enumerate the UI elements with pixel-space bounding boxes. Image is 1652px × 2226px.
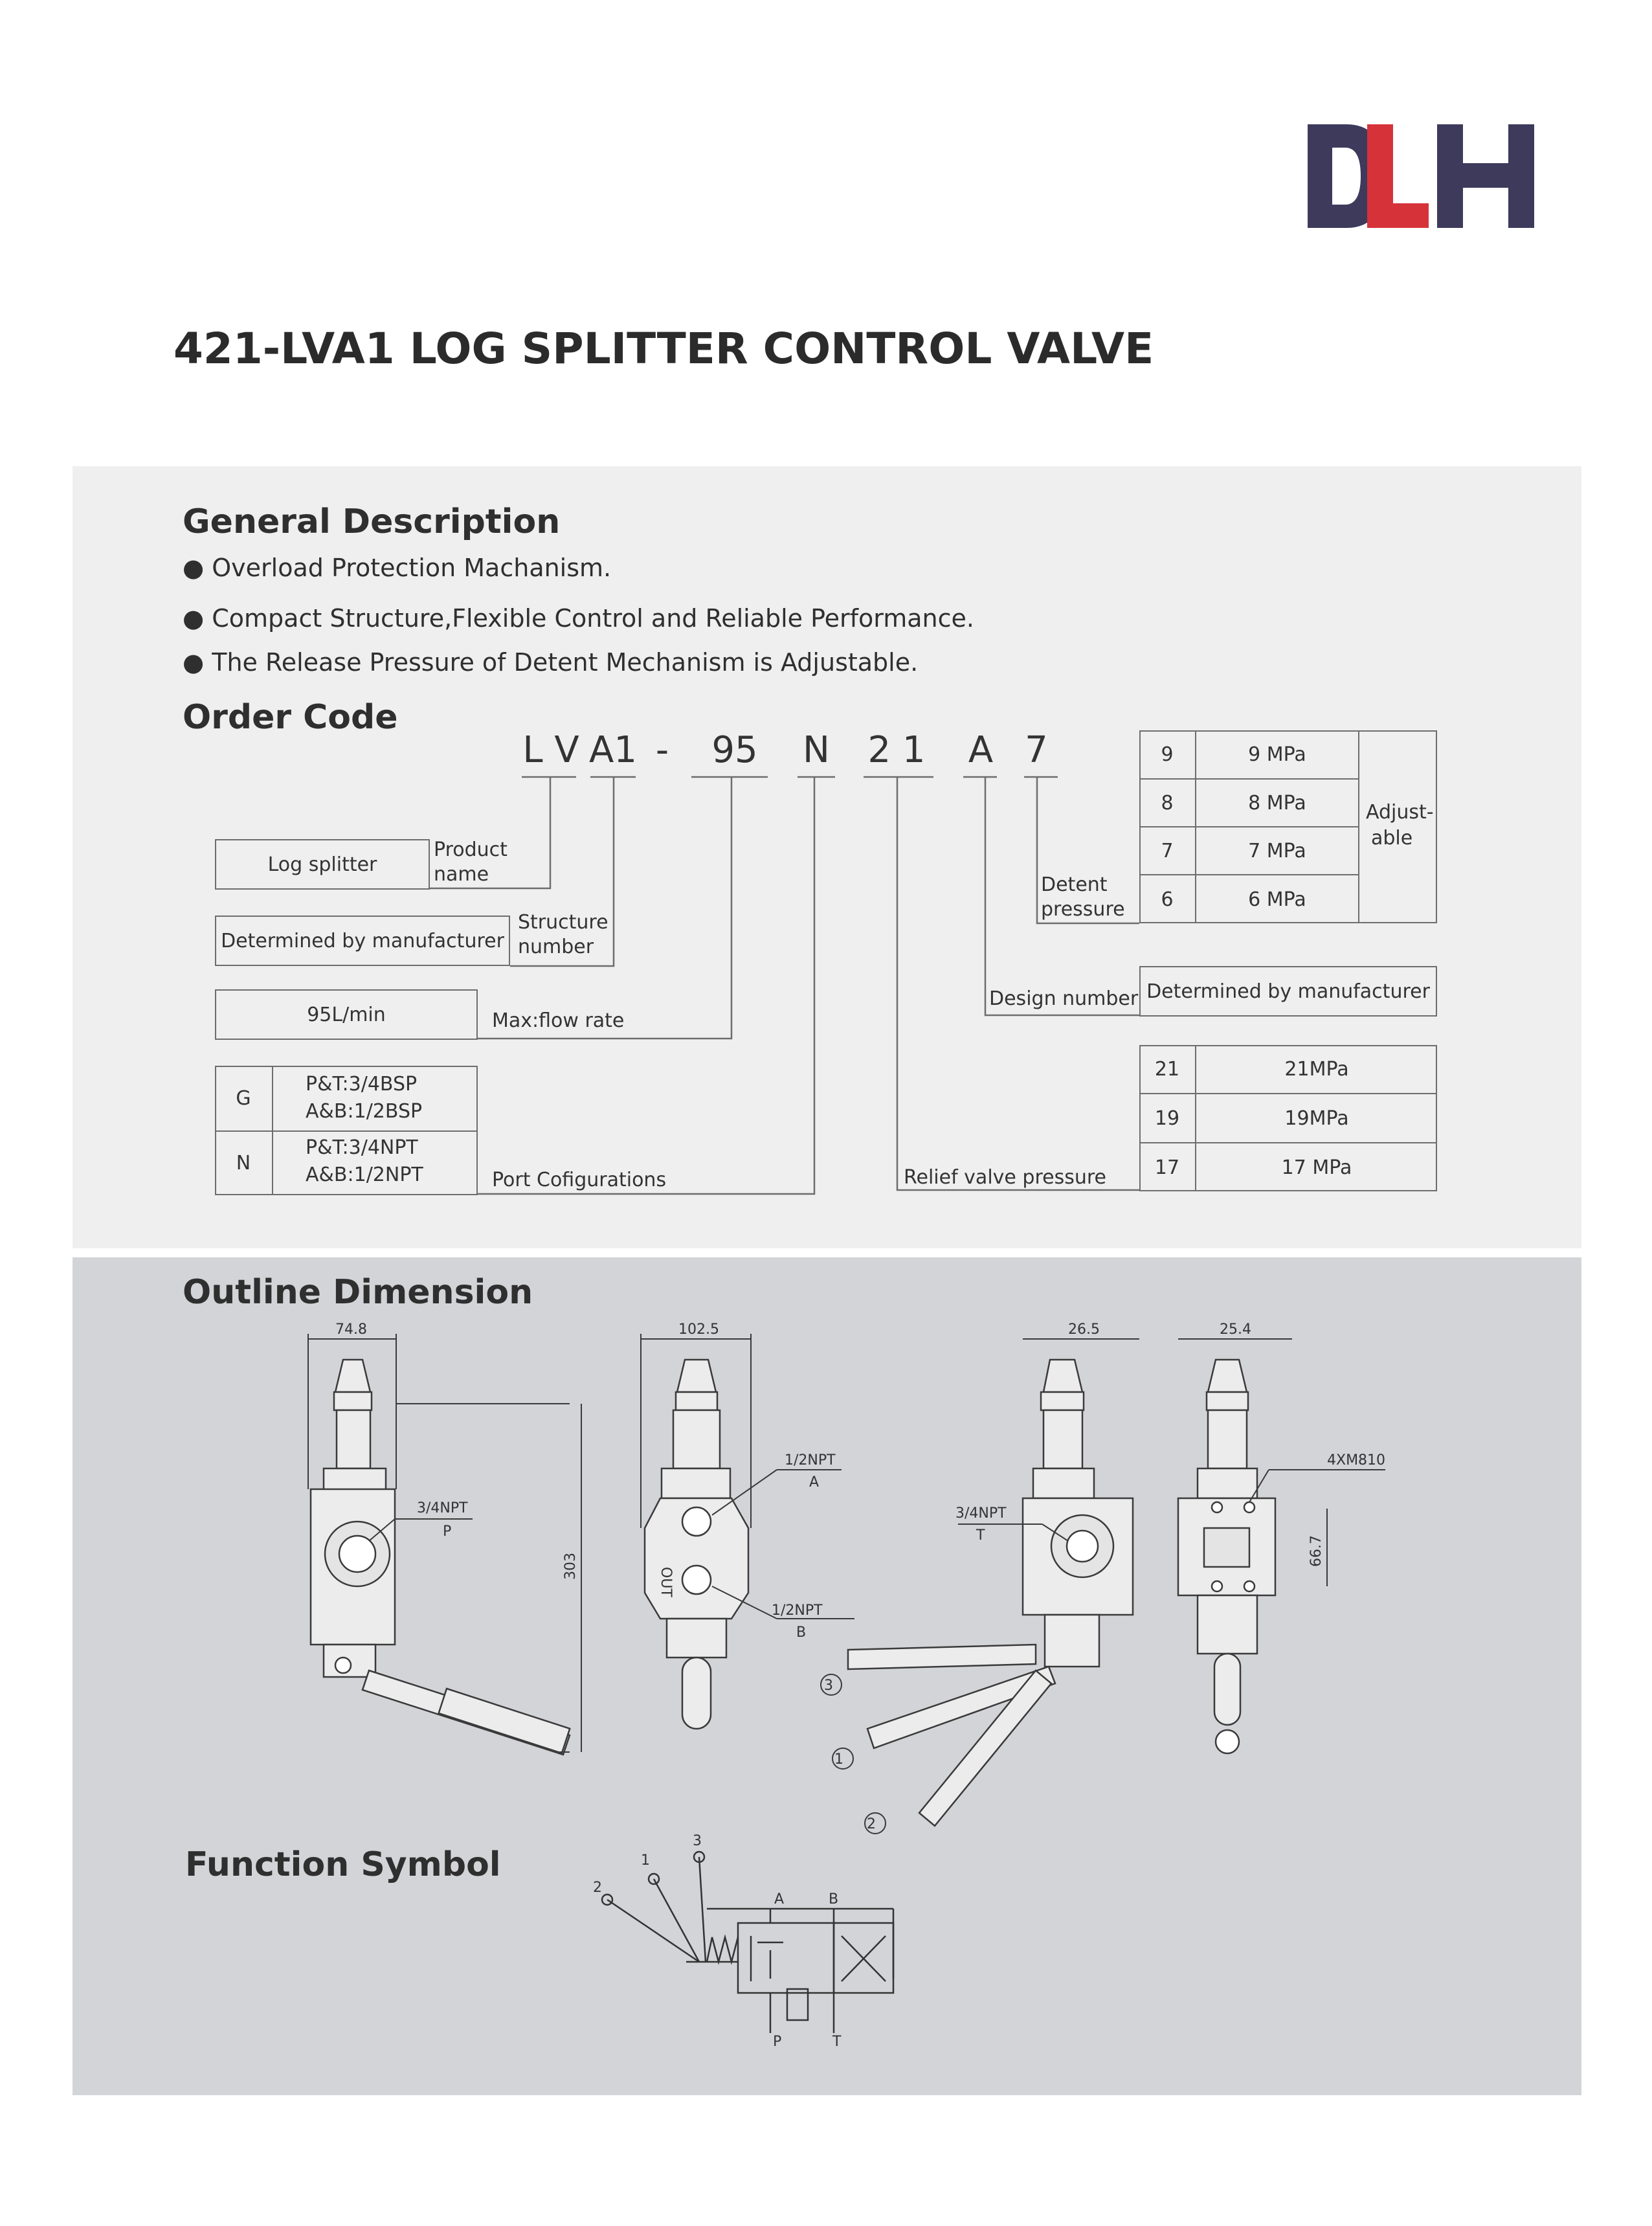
sym-b: B (829, 1891, 839, 1907)
code-95: 95 (711, 729, 758, 771)
bullet-2: ● Compact Structure,Flexible Control and Reliable Performance. (183, 604, 974, 633)
sym-2: 2 (593, 1880, 602, 1896)
bullet-2-text: Compact Structure,Flexible Control and Reliable Performance. (212, 604, 974, 633)
relief-21-code: 21 (1154, 1057, 1180, 1081)
flow-label: Max:flow rate (492, 1009, 625, 1032)
detent-9-value: 9 MPa (1248, 743, 1306, 766)
general-description-heading: General Description (183, 502, 561, 541)
code-dash: - (655, 729, 669, 771)
label-out: OUT (658, 1567, 674, 1597)
flow-value: 95L/min (215, 989, 478, 1040)
label-t: T (976, 1527, 985, 1544)
port-n-line1: P&T:3/4NPT (306, 1136, 418, 1159)
order-code-heading: Order Code (183, 698, 398, 737)
design-label: Design number (989, 987, 1139, 1010)
detent-7-code: 7 (1161, 839, 1174, 862)
code-a: A (968, 729, 994, 771)
code-n: N (803, 729, 830, 771)
structure-label: Structure number (518, 911, 608, 958)
port-g-line1: P&T:3/4BSP (306, 1073, 418, 1096)
bullet-3-text: The Release Pressure of Detent Mechanism is Adjustable. (212, 648, 919, 677)
detent-9-code: 9 (1161, 743, 1174, 766)
relief-19-code: 19 (1154, 1107, 1180, 1130)
label-a: A (809, 1474, 820, 1490)
dim-25-4: 25.4 (1220, 1321, 1251, 1338)
relief-17-code: 17 (1154, 1156, 1180, 1179)
detent-label-line2: pressure (1041, 898, 1125, 921)
label-b: B (796, 1625, 807, 1641)
dim-102-5: 102.5 (678, 1321, 719, 1338)
port-n-line2: A&B:1/2NPT (306, 1164, 423, 1186)
adjustable-line1: Adjust- (1366, 801, 1434, 824)
adjustable-line2: able (1371, 827, 1413, 849)
sym-3: 3 (693, 1833, 702, 1849)
bullet-1: ● Overload Protection Machanism. (183, 554, 612, 582)
code-a1: A1 (589, 729, 637, 771)
function-symbol-heading: Function Symbol (185, 1845, 501, 1884)
label-thread: 4XM8 (1327, 1452, 1368, 1468)
port-n-code: N (236, 1151, 251, 1175)
structure-value: Determined by manufacturer (215, 916, 510, 966)
sym-a: A (774, 1891, 785, 1907)
sym-1: 1 (641, 1852, 650, 1869)
sym-p: P (773, 2034, 782, 2050)
label-t-port: 3/4NPT (955, 1505, 1007, 1522)
port-g-line2: A&B:1/2BSP (306, 1100, 423, 1123)
detent-7-value: 7 MPa (1248, 839, 1306, 862)
label-b-port: 1/2NPT (772, 1602, 823, 1619)
relief-17-value: 17 MPa (1281, 1156, 1352, 1179)
design-value: Determined by manufacturer (1139, 966, 1437, 1017)
label-a-port: 1/2NPT (785, 1452, 836, 1468)
label-p-port: 3/4NPT (417, 1500, 468, 1516)
label-p: P (443, 1523, 452, 1540)
product-value: Log splitter (215, 839, 430, 890)
relief-label: Relief valve pressure (904, 1166, 1106, 1189)
label-thread-depth: 10 (1367, 1452, 1385, 1468)
bullet-1-text: Overload Protection Machanism. (212, 554, 612, 582)
dim-66-7: 66.7 (1308, 1535, 1324, 1567)
outline-dimension-heading: Outline Dimension (183, 1273, 533, 1312)
port-g-code: G (236, 1086, 251, 1110)
relief-21-value: 21MPa (1284, 1057, 1349, 1081)
pos-3: 3 (824, 1678, 833, 1694)
detent-label-line1: Detent (1041, 873, 1108, 896)
detent-6-code: 6 (1161, 888, 1174, 911)
code-21: 2 1 (867, 729, 926, 771)
pos-2: 2 (867, 1816, 876, 1832)
code-7: 7 (1025, 729, 1048, 771)
bullet-3: ● The Release Pressure of Detent Mechanism is Adjustable. (183, 648, 919, 677)
sym-t: T (832, 2034, 842, 2050)
relief-19-value: 19MPa (1284, 1107, 1349, 1130)
port-label: Port Cofigurations (492, 1169, 667, 1191)
pos-1: 1 (834, 1751, 843, 1768)
code-lv: L V (522, 729, 579, 771)
detent-8-value: 8 MPa (1248, 791, 1306, 815)
detent-8-code: 8 (1161, 791, 1174, 815)
page-title: 421-LVA1 LOG SPLITTER CONTROL VALVE (173, 324, 1154, 374)
dim-74-8: 74.8 (335, 1321, 367, 1338)
dim-303: 303 (563, 1553, 579, 1580)
product-label: Product name (434, 838, 508, 886)
dim-26-5: 26.5 (1068, 1321, 1100, 1338)
detent-6-value: 6 MPa (1248, 888, 1306, 911)
